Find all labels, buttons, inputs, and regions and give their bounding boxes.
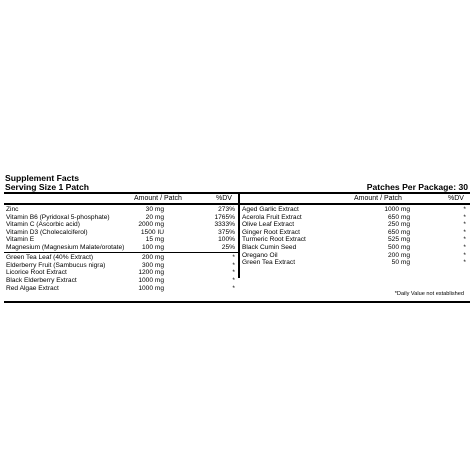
ingredient-dv: *	[463, 228, 466, 236]
ingredient-amount: 500 mg	[388, 244, 410, 251]
ingredient-name: Acerola Fruit Extract	[242, 213, 302, 221]
left-dv-header: %DV	[216, 195, 232, 202]
ingredient-amount: 250 mg	[388, 221, 410, 229]
ingredient-amount: 20 mg	[145, 213, 164, 221]
ingredient-dv: *	[232, 254, 235, 262]
ingredient-name: Elderberry Fruit (Sambucus nigra)	[6, 261, 106, 269]
ingredient-amount: 1000 mg	[138, 276, 164, 284]
ingredient-name: Green Tea Extract	[242, 259, 296, 267]
ingredient-dv: *	[232, 269, 235, 277]
ingredient-amount: 525 mg	[388, 236, 410, 244]
ingredient-dv: *	[463, 244, 466, 251]
ingredient-dv: 3333%	[214, 221, 235, 229]
right-column-header-rule	[240, 203, 470, 205]
ingredient-amount: 50 mg	[391, 259, 410, 267]
ingredient-amount: 650 mg	[388, 228, 410, 236]
ingredient-amount: 1200 mg	[138, 269, 164, 277]
ingredient-amount: 30 mg	[145, 206, 164, 213]
left-amount-header: Amount / Patch	[134, 195, 182, 202]
ingredient-dv: *	[463, 206, 466, 213]
ingredient-name: Turmeric Root Extract	[242, 236, 306, 244]
left-column-header-rule	[4, 203, 238, 205]
ingredient-amount: 100 mg	[142, 244, 164, 251]
ingredient-name: Olive Leaf Extract	[242, 221, 295, 229]
ingredient-dv: *	[232, 261, 235, 269]
ingredient-dv: *	[232, 276, 235, 284]
ingredient-dv: 100%	[218, 236, 235, 244]
ingredient-dv: *	[463, 251, 466, 259]
daily-value-footnote: *Daily Value not established	[394, 291, 464, 297]
ingredient-dv: 273%	[218, 206, 235, 213]
ingredient-name: Vitamin E	[6, 236, 35, 244]
ingredient-name: Aged Garlic Extract	[242, 206, 299, 213]
ingredient-amount: 2000 mg	[138, 221, 164, 229]
serving-size: Serving Size 1 Patch	[5, 182, 90, 192]
ingredient-amount: 1500 IU	[140, 228, 164, 236]
ingredient-name: Vitamin D3 (Cholecalciferol)	[6, 228, 88, 236]
ingredient-name: Green Tea Leaf (40% Extract)	[6, 254, 94, 262]
ingredient-amount: 200 mg	[142, 254, 164, 262]
patches-per-package: Patches Per Package: 30	[366, 182, 468, 192]
ingredient-amount: 1000 mg	[138, 284, 164, 292]
ingredient-amount: 15 mg	[145, 236, 164, 244]
ingredient-amount: 200 mg	[388, 251, 410, 259]
ingredient-dv: 1765%	[214, 213, 235, 221]
ingredient-name: Black Elderberry Extract	[6, 276, 77, 284]
ingredient-name: Oregano Oil	[242, 251, 278, 259]
panel-title: Supplement Facts	[5, 173, 80, 183]
ingredient-dv: *	[463, 259, 466, 267]
right-dv-header: %DV	[448, 195, 464, 202]
ingredient-dv: *	[463, 236, 466, 244]
ingredient-row	[4, 285, 238, 293]
ingredient-row	[4, 244, 238, 252]
ingredient-name: Magnesium (Magnesium Malate/orotate)	[6, 244, 125, 251]
ingredient-dv: 375%	[218, 228, 235, 236]
ingredient-name: Black Cumin Seed	[242, 244, 297, 251]
ingredient-name: Ginger Root Extract	[242, 228, 300, 236]
ingredient-name: Zinc	[6, 206, 19, 213]
ingredient-amount: 1000 mg	[384, 206, 410, 213]
ingredient-name: Vitamin C (Ascorbic acid)	[6, 221, 80, 229]
ingredient-amount: 650 mg	[388, 213, 410, 221]
supplement-facts-panel	[4, 173, 470, 303]
ingredient-dv: 25%	[221, 244, 235, 251]
right-amount-header: Amount / Patch	[354, 195, 402, 202]
ingredient-name: Red Algae Extract	[6, 284, 59, 292]
ingredient-dv: *	[463, 221, 466, 229]
ingredient-dv: *	[232, 284, 235, 292]
ingredient-amount: 300 mg	[142, 261, 164, 269]
ingredient-name: Vitamin B6 (Pyridoxal 5-phosphate)	[6, 213, 110, 221]
ingredient-name: Licorice Root Extract	[6, 269, 67, 277]
group-divider-rule	[4, 252, 238, 253]
bottom-rule	[4, 301, 470, 303]
ingredient-row	[240, 259, 470, 267]
ingredient-dv: *	[463, 213, 466, 221]
